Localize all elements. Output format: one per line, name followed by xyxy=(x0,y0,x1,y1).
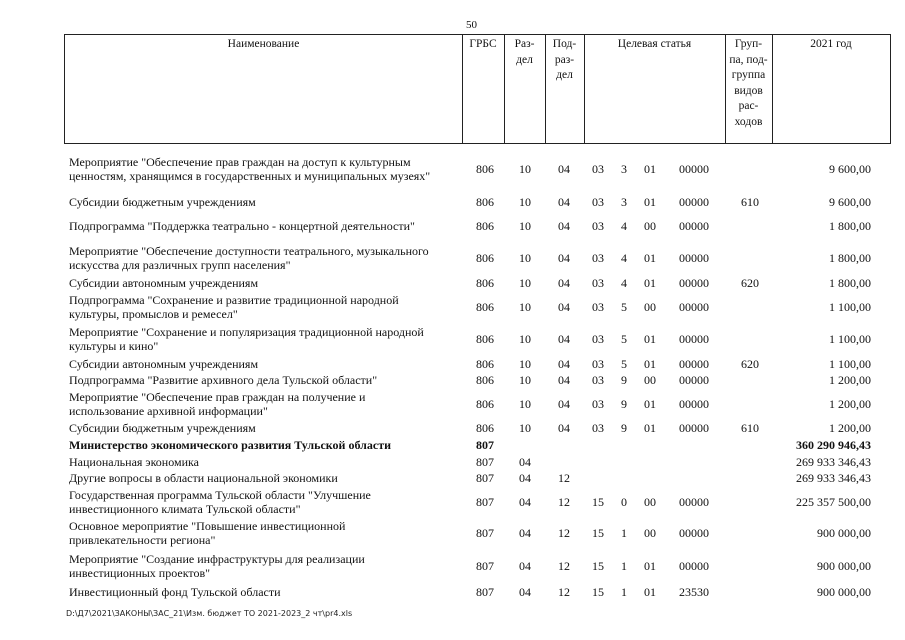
row-name: Субсидии бюджетным учреждениям xyxy=(69,195,256,209)
cell-rz: 10 xyxy=(519,276,531,290)
cell-cs3: 01 xyxy=(644,332,656,346)
cell-cs4: 00000 xyxy=(679,397,709,411)
cell-grbs: 806 xyxy=(476,219,494,233)
cell-grbs: 806 xyxy=(476,300,494,314)
cell-cs1: 03 xyxy=(592,276,604,290)
cell-cs2: 5 xyxy=(621,357,627,371)
cell-grbs: 806 xyxy=(476,373,494,387)
cell-cs3: 01 xyxy=(644,162,656,176)
cell-cs4: 00000 xyxy=(679,300,709,314)
row-name: Мероприятие "Сохранение и популяризация традиционной народной культуры и кино" xyxy=(69,325,424,353)
cell-cs1: 15 xyxy=(592,495,604,509)
cell-amount: 1 800,00 xyxy=(829,251,871,265)
cell-amount: 900 000,00 xyxy=(817,559,871,573)
cell-grbs: 807 xyxy=(476,526,494,540)
cell-cs2: 9 xyxy=(621,421,627,435)
cell-pr: 04 xyxy=(558,195,570,209)
cell-amount: 1 100,00 xyxy=(829,300,871,314)
cell-cs4: 00000 xyxy=(679,495,709,509)
cell-amount: 1 100,00 xyxy=(829,357,871,371)
cell-cs3: 01 xyxy=(644,397,656,411)
cell-cs4: 00000 xyxy=(679,373,709,387)
cell-grbs: 807 xyxy=(476,455,494,469)
cell-amount: 360 290 946,43 xyxy=(796,438,871,452)
cell-cs2: 1 xyxy=(621,526,627,540)
cell-pr: 04 xyxy=(558,162,570,176)
row-name: Субсидии автономным учреждениям xyxy=(69,276,259,290)
row-name: Субсидии автономным учреждениям xyxy=(69,357,259,371)
header-celevaya-statya: Целевая статья xyxy=(617,38,692,50)
cell-grbs: 807 xyxy=(476,495,494,509)
cell-amount: 269 933 346,43 xyxy=(796,455,871,469)
cell-grbs: 806 xyxy=(476,332,494,346)
cell-cs3: 00 xyxy=(644,526,656,540)
row-name: Подпрограмма "Поддержка театрально - концертной деятельности" xyxy=(69,219,415,233)
row-name: Национальная экономика xyxy=(69,455,199,469)
cell-cs3: 00 xyxy=(644,300,656,314)
row-name: Другие вопросы в области национальной экономики xyxy=(69,471,338,485)
cell-amount: 9 600,00 xyxy=(829,162,871,176)
cell-cs3: 01 xyxy=(644,421,656,435)
cell-cs1: 03 xyxy=(592,397,604,411)
cell-cs4: 00000 xyxy=(679,195,709,209)
header-gruppa-vidov-rashodov: Груп- па, под- группа видов рас- ходов xyxy=(729,38,768,128)
cell-cs1: 03 xyxy=(592,251,604,265)
cell-cs2: 9 xyxy=(621,397,627,411)
cell-pr: 12 xyxy=(558,585,570,599)
cell-cs2: 5 xyxy=(621,332,627,346)
cell-pr: 04 xyxy=(558,300,570,314)
cell-cs3: 01 xyxy=(644,195,656,209)
cell-rz: 10 xyxy=(519,219,531,233)
cell-grbs: 807 xyxy=(476,438,494,452)
cell-cs4: 00000 xyxy=(679,219,709,233)
cell-rz: 04 xyxy=(519,455,531,469)
cell-cs3: 00 xyxy=(644,373,656,387)
cell-cs3: 00 xyxy=(644,495,656,509)
cell-cs2: 0 xyxy=(621,495,627,509)
cell-vr: 610 xyxy=(741,195,759,209)
row-name: Мероприятие "Обеспечение прав граждан на доступ к культурным ценностям, хранящимся в государственных и муниципальных музеях" xyxy=(69,155,431,183)
cell-grbs: 806 xyxy=(476,162,494,176)
cell-pr: 04 xyxy=(558,373,570,387)
cell-cs2: 3 xyxy=(621,195,627,209)
cell-rz: 04 xyxy=(519,585,531,599)
page-number: 50 xyxy=(466,19,477,31)
cell-cs1: 03 xyxy=(592,300,604,314)
cell-grbs: 807 xyxy=(476,559,494,573)
cell-grbs: 806 xyxy=(476,195,494,209)
row-name: Субсидии бюджетным учреждениям xyxy=(69,421,256,435)
cell-amount: 225 357 500,00 xyxy=(796,495,871,509)
header-grbs: ГРБС xyxy=(469,38,497,50)
cell-cs1: 03 xyxy=(592,219,604,233)
cell-grbs: 807 xyxy=(476,471,494,485)
cell-pr: 12 xyxy=(558,495,570,509)
cell-cs1: 03 xyxy=(592,332,604,346)
cell-grbs: 806 xyxy=(476,357,494,371)
cell-cs1: 03 xyxy=(592,195,604,209)
cell-rz: 10 xyxy=(519,332,531,346)
row-name: Министерство экономического развития Тульской области xyxy=(69,438,392,452)
row-name: Подпрограмма "Сохранение и развитие традиционной народной культуры, промыслов и ремесел" xyxy=(69,293,399,321)
cell-cs1: 03 xyxy=(592,357,604,371)
header-podrazdel: Под- раз- дел xyxy=(552,38,577,81)
cell-cs1: 03 xyxy=(592,373,604,387)
cell-rz: 10 xyxy=(519,397,531,411)
cell-cs2: 3 xyxy=(621,162,627,176)
cell-rz: 10 xyxy=(519,421,531,435)
cell-pr: 04 xyxy=(558,421,570,435)
cell-cs2: 5 xyxy=(621,300,627,314)
cell-vr: 620 xyxy=(741,276,759,290)
cell-amount: 1 200,00 xyxy=(829,373,871,387)
cell-pr: 04 xyxy=(558,397,570,411)
cell-cs2: 4 xyxy=(621,219,627,233)
cell-cs3: 01 xyxy=(644,357,656,371)
cell-cs1: 15 xyxy=(592,585,604,599)
cell-amount: 1 200,00 xyxy=(829,397,871,411)
cell-amount: 9 600,00 xyxy=(829,195,871,209)
header-year: 2021 год xyxy=(810,38,852,50)
cell-cs4: 00000 xyxy=(679,251,709,265)
cell-cs2: 1 xyxy=(621,585,627,599)
cell-rz: 04 xyxy=(519,471,531,485)
cell-grbs: 807 xyxy=(476,585,494,599)
row-name: Подпрограмма "Развитие архивного дела Тульской области" xyxy=(69,373,378,387)
cell-grbs: 806 xyxy=(476,421,494,435)
row-name: Инвестиционный фонд Тульской области xyxy=(69,585,281,599)
cell-amount: 1 100,00 xyxy=(829,332,871,346)
cell-cs3: 00 xyxy=(644,219,656,233)
cell-rz: 04 xyxy=(519,559,531,573)
cell-amount: 900 000,00 xyxy=(817,526,871,540)
cell-cs4: 00000 xyxy=(679,421,709,435)
file-path-footer: D:\Д7\2021\ЗАКОНЫ\ЗАС_21\Изм. бюджет ТО 2021-2023_2 чт\pr4.xls xyxy=(66,609,353,618)
cell-cs3: 01 xyxy=(644,251,656,265)
cell-cs4: 00000 xyxy=(679,162,709,176)
cell-rz: 10 xyxy=(519,373,531,387)
cell-cs3: 01 xyxy=(644,585,656,599)
cell-cs1: 03 xyxy=(592,421,604,435)
row-name: Мероприятие "Создание инфраструктуры для реализации инвестиционных проектов" xyxy=(69,552,365,580)
cell-amount: 1 800,00 xyxy=(829,276,871,290)
header-name: Наименование xyxy=(227,38,300,50)
cell-amount: 269 933 346,43 xyxy=(796,471,871,485)
cell-cs4: 00000 xyxy=(679,526,709,540)
cell-cs2: 4 xyxy=(621,276,627,290)
cell-rz: 10 xyxy=(519,162,531,176)
header-razdel: Раз- дел xyxy=(514,38,535,66)
cell-pr: 12 xyxy=(558,559,570,573)
row-name: Мероприятие "Обеспечение доступности театрального, музыкального искусства для различных групп населения" xyxy=(69,244,429,272)
cell-cs4: 00000 xyxy=(679,559,709,573)
row-name: Мероприятие "Обеспечение прав граждан на получение и использование архивной информации" xyxy=(69,390,366,418)
cell-rz: 10 xyxy=(519,195,531,209)
cell-vr: 610 xyxy=(741,421,759,435)
cell-pr: 04 xyxy=(558,332,570,346)
cell-rz: 10 xyxy=(519,357,531,371)
cell-grbs: 806 xyxy=(476,276,494,290)
cell-vr: 620 xyxy=(741,357,759,371)
cell-cs2: 1 xyxy=(621,559,627,573)
cell-grbs: 806 xyxy=(476,251,494,265)
cell-cs4: 23530 xyxy=(679,585,709,599)
cell-amount: 1 200,00 xyxy=(829,421,871,435)
cell-cs1: 03 xyxy=(592,162,604,176)
cell-pr: 12 xyxy=(558,526,570,540)
cell-cs1: 15 xyxy=(592,526,604,540)
cell-cs4: 00000 xyxy=(679,332,709,346)
cell-pr: 04 xyxy=(558,276,570,290)
cell-rz: 04 xyxy=(519,495,531,509)
row-name: Государственная программа Тульской области "Улучшение инвестиционного климата Тульской области" xyxy=(69,488,371,516)
cell-cs3: 01 xyxy=(644,559,656,573)
cell-pr: 04 xyxy=(558,251,570,265)
cell-cs4: 00000 xyxy=(679,276,709,290)
cell-pr: 04 xyxy=(558,357,570,371)
cell-cs1: 15 xyxy=(592,559,604,573)
cell-grbs: 806 xyxy=(476,397,494,411)
cell-cs4: 00000 xyxy=(679,357,709,371)
row-name: Основное мероприятие "Повышение инвестиционной привлекательности региона" xyxy=(69,519,346,547)
cell-cs2: 4 xyxy=(621,251,627,265)
cell-rz: 10 xyxy=(519,300,531,314)
cell-rz: 10 xyxy=(519,251,531,265)
cell-pr: 12 xyxy=(558,471,570,485)
cell-rz: 04 xyxy=(519,526,531,540)
cell-pr: 04 xyxy=(558,219,570,233)
cell-amount: 1 800,00 xyxy=(829,219,871,233)
cell-amount: 900 000,00 xyxy=(817,585,871,599)
cell-cs2: 9 xyxy=(621,373,627,387)
cell-cs3: 01 xyxy=(644,276,656,290)
